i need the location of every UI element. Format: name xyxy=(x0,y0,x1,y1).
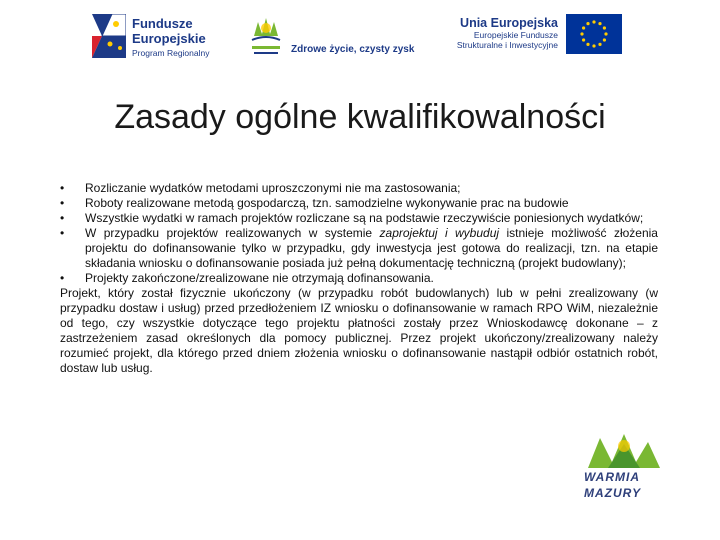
fe-title-line1: Fundusze xyxy=(132,16,193,31)
bullet-item xyxy=(60,211,658,226)
fe-subtitle: Program Regionalny xyxy=(132,48,210,58)
bullet-list xyxy=(60,181,658,286)
eu-subtitle-line1: Europejskie Fundusze xyxy=(473,30,558,40)
warmia-mazury-large-logo-icon xyxy=(578,432,698,472)
bullet-text-before: W przypadku projektów realizowanych w systemie xyxy=(85,226,380,240)
bullet-text: Rozliczanie wydatków metodami uproszczonymi nie ma zastosowania; xyxy=(85,181,461,195)
bullet-item xyxy=(60,181,658,196)
eu-text xyxy=(448,16,558,50)
eu-flag-icon xyxy=(566,14,622,54)
fundusze-europejskie-logo xyxy=(92,12,222,64)
logo-word-mazury: MAZURY xyxy=(584,486,642,500)
slogan-text: Zdrowe życie, czysty zysk xyxy=(291,44,415,55)
bullet-text-after: istnieje możliwość złożenia projektu do dofinansowanie tylko w przypadku, gdy inwestycja jest gotowa do realizacji, tzn. na etapie składania wniosku o dofinansowanie posiada już pełną dokumentację techniczną (projekt budowlany); xyxy=(85,226,658,270)
bullet-marker: • xyxy=(60,196,65,210)
bullet-text: Wszystkie wydatki w ramach projektów rozliczane są na podstawie rzeczywiście poniesionych wydatków; xyxy=(85,211,644,225)
warmia-mazury-large-logo xyxy=(578,432,698,532)
bullet-marker: • xyxy=(60,181,65,195)
bullet-text: Roboty realizowane metodą gospodarczą, tzn. samodzielne wykonywanie prac na budowie xyxy=(85,196,569,210)
bullet-item xyxy=(60,196,658,211)
body-paragraph: Projekt, który został fizycznie ukończony (w przypadku robót budowlanych) lub w pełni zrealizowany (w przypadku dostaw i usług) przed przedłożeniem IZ wniosku o dofinansowanie w ramach RPO WiM, niezależnie od tego, czy wszystkie dotyczące tego projektu płatności zostały przez Wnioskodawcę dokonane – z zastrzeżeniem zasad określonych dla pomocy publicznej. Przez projekt ukończony/zrealizowany należy rozumieć projekt, dla którego przed dniem złożenia wniosku o dofinansowanie nastąpił odbiór ostatnich robót, dostaw lub usług. xyxy=(60,286,658,375)
bullet-item xyxy=(60,226,658,271)
bullet-marker: • xyxy=(60,211,65,225)
funds-flag-icon xyxy=(92,14,126,58)
bullet-marker: • xyxy=(60,226,65,240)
eu-subtitle-line2: Strukturalne i Inwestycyjne xyxy=(456,40,558,50)
eu-title: Unia Europejska xyxy=(460,16,558,30)
bullet-text-italic: zaprojektuj i wybuduj xyxy=(379,226,500,240)
logo-bar xyxy=(0,0,720,80)
bullet-item xyxy=(60,271,658,286)
slide-content xyxy=(60,181,658,376)
fe-title-line2: Europejskie xyxy=(132,31,206,46)
slide-title: Zasady ogólne kwalifikowalności xyxy=(114,98,606,136)
warmia-mazury-logo-icon xyxy=(246,14,286,60)
bullet-text: Projekty zakończone/zrealizowane nie otrzymają dofinansowania. xyxy=(85,271,434,285)
bullet-marker: • xyxy=(60,271,65,285)
warmia-mazury-slogan-logo xyxy=(246,14,426,62)
logo-word-warmia: WARMIA xyxy=(584,470,640,484)
